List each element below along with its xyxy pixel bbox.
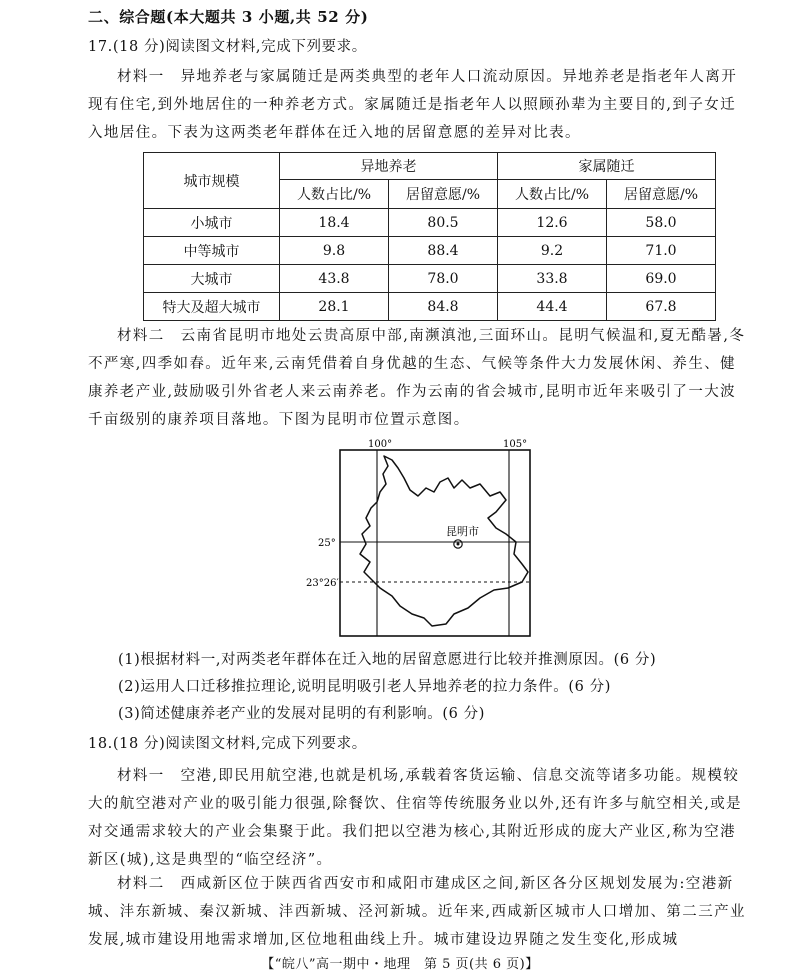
table-row — [144, 293, 716, 321]
yunnan-outline — [360, 456, 528, 626]
q17-material-1: 材料一 异地养老与家属随迁是两类典型的老年人口流动原因。异地养老是指老年人离开现有住宅,到外地居住的一种养老方式。家属随迁是指老年人以照顾孙辈为主要目的,到子女迁入地居住。下表为这两类老年群体在迁入地的居留意愿的差异对比表。 — [88, 69, 738, 141]
table-cell: 71.0 — [607, 237, 716, 265]
table-cell: 9.2 — [498, 237, 607, 265]
table-cell: 88.4 — [389, 237, 498, 265]
table-cell: 中等城市 — [144, 237, 280, 265]
q18-header: 18.(18 分)阅读图文材料,完成下列要求。 — [88, 736, 367, 752]
map-svg — [300, 438, 560, 638]
table-row — [144, 265, 716, 293]
kunming-marker-dot — [457, 543, 460, 546]
section-title: 二、综合题(本大题共 3 小题,共 52 分) — [88, 8, 369, 26]
table-subheader: 人数占比/% — [498, 180, 607, 209]
table-cell: 84.8 — [389, 293, 498, 321]
table-cell: 43.8 — [280, 265, 389, 293]
table-cell: 小城市 — [144, 209, 280, 237]
q18-material-2: 材料二 西咸新区位于陕西省西安市和咸阳市建成区之间,新区各分区规划发展为:空港新城、沣东新城、秦汉新城、沣西新城、泾河新城。近年来,西咸新区城市人口增加、第二三产业发展,城市建设用地需求增加,区位地租曲线上升。城市建设边界随之发生变化,形成城 — [88, 876, 746, 948]
table-cell: 69.0 — [607, 265, 716, 293]
table-cell: 78.0 — [389, 265, 498, 293]
q17-question-2: (2)运用人口迁移推拉理论,说明昆明吸引老人异地养老的拉力条件。(6 分) — [118, 679, 611, 695]
table-cell: 18.4 — [280, 209, 389, 237]
table-header-group-2: 家属随迁 — [498, 153, 716, 180]
table-cell: 33.8 — [498, 265, 607, 293]
q17-question-1: (1)根据材料一,对两类老年群体在迁入地的居留意愿进行比较并推测原因。(6 分) — [118, 652, 657, 668]
table-cell: 28.1 — [280, 293, 389, 321]
table-row — [144, 209, 716, 237]
table-header-group-1: 异地养老 — [280, 153, 498, 180]
table-cell: 44.4 — [498, 293, 607, 321]
q17-header: 17.(18 分)阅读图文材料,完成下列要求。 — [88, 39, 367, 55]
table-cell: 大城市 — [144, 265, 280, 293]
table-subheader: 居留意愿/% — [607, 180, 716, 209]
latitude-label: 25° — [318, 538, 336, 549]
kunming-label: 昆明市 — [446, 525, 479, 538]
kunming-location-map — [300, 438, 560, 638]
table-header-city: 城市规模 — [144, 153, 280, 209]
map-frame — [340, 450, 530, 636]
q17-material-2: 材料二 云南省昆明市地处云贵高原中部,南濒滇池,三面环山。昆明气候温和,夏无酷暑,冬不严寒,四季如春。近年来,云南凭借着自身优越的生态、气候等条件大力发展休闲、养生、健康养老产业,鼓励吸引外省老人来云南养老。作为云南的省会城市,昆明市近年来吸引了一大波千亩级别的康养项目落地。下图为昆明市位置示意图。 — [88, 328, 746, 428]
table-cell: 67.8 — [607, 293, 716, 321]
page-footer: 【“皖八”高一期中・地理 第 5 页(共 6 页)】 — [261, 957, 539, 972]
longitude-label: 100° — [368, 439, 393, 450]
table-cell: 80.5 — [389, 209, 498, 237]
q17-question-3: (3)简述健康养老产业的发展对昆明的有利影响。(6 分) — [118, 706, 485, 722]
table-cell: 9.8 — [280, 237, 389, 265]
table-subheader: 居留意愿/% — [389, 180, 498, 209]
table-cell: 58.0 — [607, 209, 716, 237]
table-cell: 12.6 — [498, 209, 607, 237]
table-row — [144, 237, 716, 265]
table-cell: 特大及超大城市 — [144, 293, 280, 321]
table-subheader: 人数占比/% — [280, 180, 389, 209]
longitude-label: 105° — [503, 439, 528, 450]
latitude-label: 23°26′ — [306, 578, 339, 589]
q18-material-1: 材料一 空港,即民用航空港,也就是机场,承载着客货运输、信息交流等诸多功能。规模较大的航空港对产业的吸引能力很强,除餐饮、住宿等传统服务业以外,还有许多与航空相关,或是对交通需求较大的产业会集聚于此。我们把以空港为核心,其附近形成的庞大产业区,称为空港新区(城),这是典型的“临空经济”。 — [88, 768, 743, 868]
comparison-table — [143, 152, 716, 321]
